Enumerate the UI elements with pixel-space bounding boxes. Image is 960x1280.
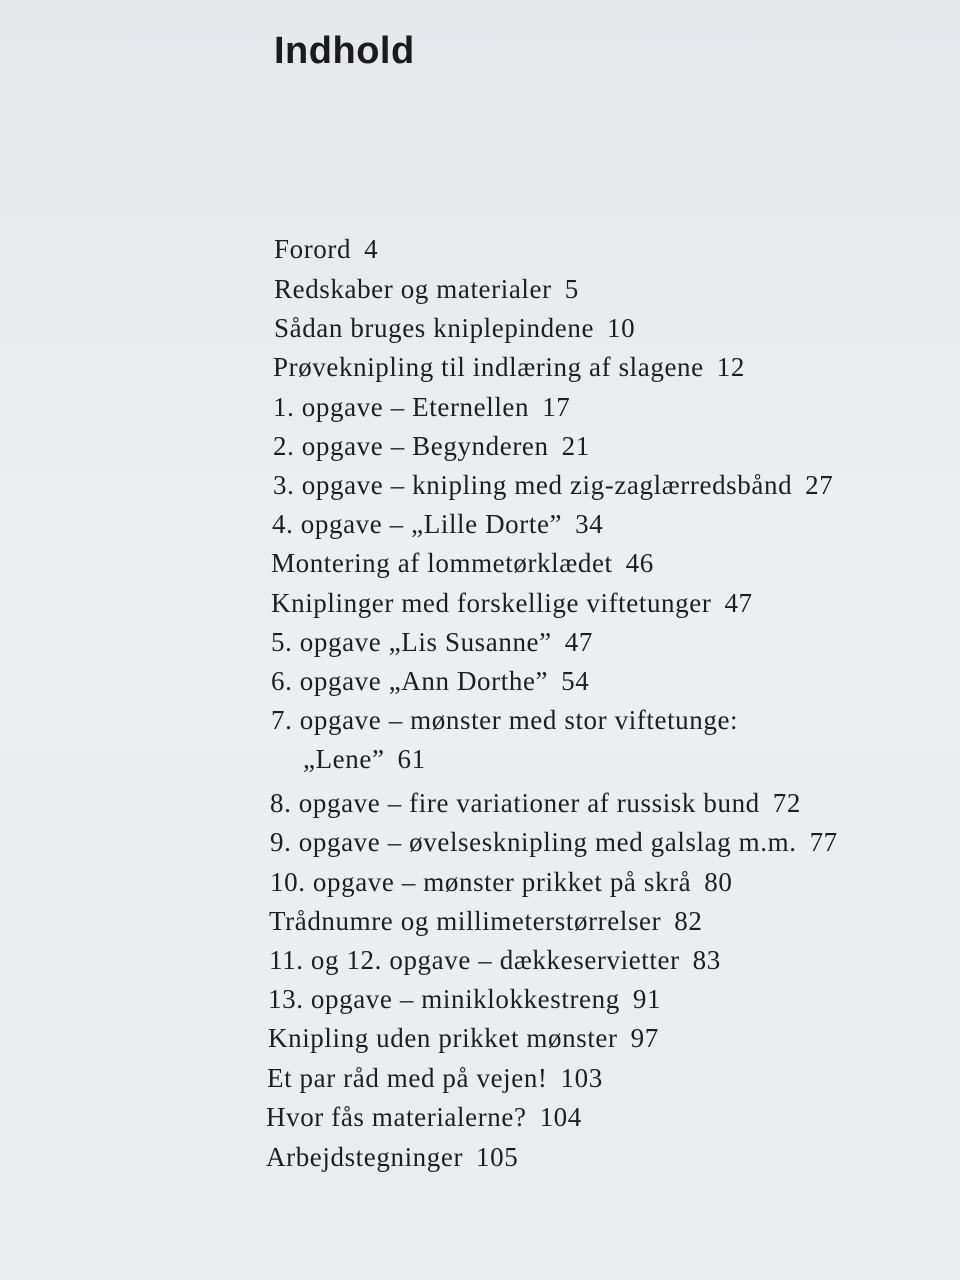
entry-title: Redskaber og materialer [274,274,552,304]
toc-entry [270,826,838,858]
entry-page-number: 17 [542,392,571,422]
entry-title: Hvor fås materialerne? [266,1102,527,1132]
entry-page-number: 54 [561,666,590,696]
entry-title: Montering af lommetørklædet [271,548,613,578]
entry-page-number: 34 [575,509,604,539]
entry-title: 4. opgave – „Lille Dorte” [272,509,563,539]
entry-page-number: 105 [476,1142,519,1172]
entry-page-number: 83 [692,945,721,975]
entry-title: 13. opgave – miniklokkestreng [268,984,620,1014]
entry-page-number: 61 [397,744,426,774]
entry-title: Sådan bruges kniplepindene [274,313,595,343]
toc-entry [266,1141,518,1173]
toc-entry [271,626,593,658]
entry-page-number: 80 [704,867,733,897]
entry-title: 1. opgave – Eternellen [273,392,530,422]
toc-entry [273,469,833,501]
entry-title: Knipling uden prikket mønster [268,1023,618,1053]
entry-title: 2. opgave – Begynderen [273,431,549,461]
entry-page-number: 72 [772,788,801,818]
entry-page-number: 46 [625,548,654,578]
entry-page-number: 77 [809,827,838,857]
toc-entry [268,1022,659,1054]
entry-title: 5. opgave „Lis Susanne” [271,627,552,657]
entry-title: Et par råd med på vejen! [267,1063,548,1093]
toc-entry [270,787,801,819]
entry-page-number: 4 [364,234,379,264]
toc-entry [271,547,654,579]
entry-page-number: 47 [724,588,753,618]
toc-entry [267,1062,603,1094]
entry-title: 6. opgave „Ann Dorthe” [271,666,549,696]
toc-entry [273,391,570,423]
toc-entry [271,587,753,619]
toc-entry [269,944,721,976]
entry-title-continuation: „Lene” [303,744,385,774]
toc-entry [271,665,589,697]
entry-title: 11. og 12. opgave – dækkeservietter [269,945,680,975]
entry-page-number: 91 [632,984,662,1014]
toc-entry [270,866,732,898]
toc-entry [274,233,378,265]
entry-title: 8. opgave – fire variationer af russisk bund [270,788,760,818]
toc-entry [272,508,603,540]
entry-page-number: 47 [564,627,593,657]
entry-page-number: 104 [539,1102,582,1132]
entry-page-number: 21 [561,431,590,461]
toc-entry [274,273,579,305]
toc-entry [273,351,745,383]
entry-page-number: 12 [716,352,745,382]
toc-entry [269,905,702,937]
toc-entry [273,430,590,462]
toc-entry [266,1101,582,1133]
entry-title: Arbejdstegninger [266,1142,464,1172]
entry-title: 10. opgave – mønster prikket på skrå [270,867,692,897]
entry-title: 9. opgave – øvelsesknipling med galslag m.m. [270,827,797,857]
entry-page-number: 82 [674,906,703,936]
entry-title: Kniplinger med forskellige viftetunger [271,588,712,618]
toc-entry [271,704,738,736]
entry-title: 7. opgave – mønster med stor viftetunge: [271,705,739,735]
toc-entry-continuation [303,743,426,775]
entry-title: Prøveknipling til indlæring af slagene [273,352,704,382]
entry-title: 3. opgave – knipling med zig-zaglærredsbånd [273,470,793,500]
entry-page-number: 10 [607,313,636,343]
page-title: Indhold [274,30,415,72]
entry-page-number: 27 [805,470,834,500]
entry-page-number: 5 [564,274,579,304]
toc-entry [274,312,635,344]
entry-title: Forord [274,234,352,264]
toc-entry [268,983,661,1015]
entry-page-number: 97 [630,1023,659,1053]
entry-title: Trådnumre og millimeterstørrelser [269,906,662,936]
entry-page-number: 103 [560,1063,603,1093]
